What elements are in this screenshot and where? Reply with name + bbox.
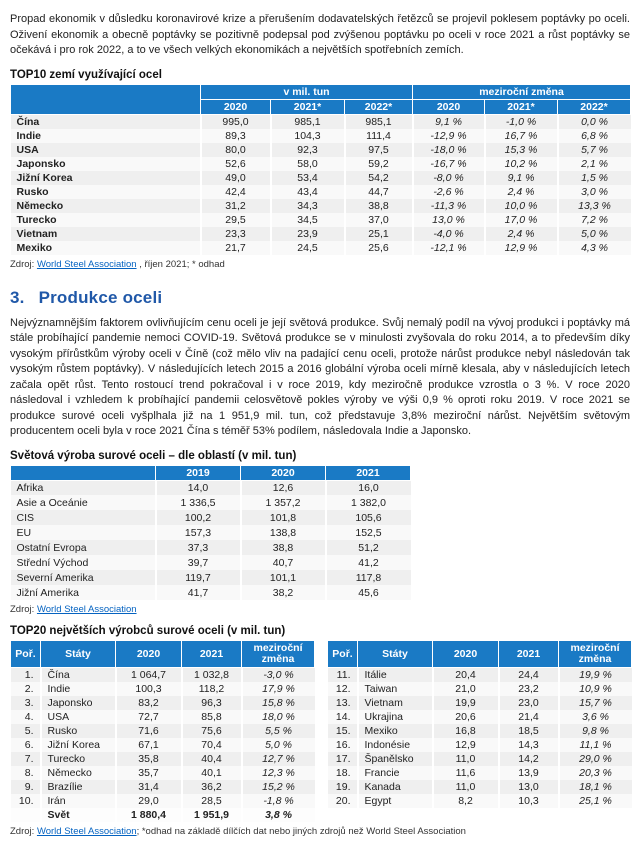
country-cell: Indie [16,129,42,142]
region-cell: Jižní Amerika [16,586,79,599]
table-row [328,752,632,766]
value-cell: 42,4 [201,185,271,199]
value-cell: 38,8 [241,540,326,555]
value-cell: 23,3 [201,227,271,241]
region-cell: Severní Amerika [16,571,94,584]
change-cell: 18,1 % [559,780,632,794]
country-cell: Německo [41,766,116,780]
change-cell: 18,0 % [242,710,315,724]
top10-col-chg-2021: 2021* [485,99,558,114]
change-cell: 12,3 % [242,766,315,780]
source-note: ; *odhad na základě dílčích dat nebo jiných zdrojů než World Steel Association [136,826,466,837]
change-cell: 17,9 % [242,682,315,696]
value-cell: 35,7 [116,766,182,780]
change-cell: 3,0 % [558,185,631,199]
value-cell: 985,1 [271,114,345,129]
top20-left-col-rank: Poř. [11,641,41,668]
country-cell: Čína [16,115,40,128]
region-cell: Střední Východ [16,556,89,569]
value-cell: 100,3 [116,682,182,696]
change-cell: -2,6 % [413,185,485,199]
top10-corner-cell [11,84,201,114]
change-cell: 2,1 % [558,157,631,171]
value-cell: 38,8 [345,199,413,213]
top20-right-col-change: meziroční změna [559,641,632,668]
change-cell: -3,0 % [242,668,315,683]
table-row [11,227,631,241]
section-number: 3. [10,287,25,307]
country-cell: Kanada [358,780,433,794]
value-cell: 70,4 [182,738,242,752]
table-row [328,766,632,780]
table-row [11,540,411,555]
table-row [11,555,411,570]
table-row [328,668,632,683]
change-cell: 3,6 % [559,710,632,724]
table-row [11,710,315,724]
value-cell: 43,4 [271,185,345,199]
table-row [11,241,631,255]
table-row [11,780,315,794]
rank-cell: 16. [335,739,351,751]
intro-paragraph: Propad ekonomik v důsledku koronavirové krize a přerušením dodavatelských řetězců se projevil poklesem poptávky po oceli. Oživení ekonomik a obecně poptávky se pozitivně podepsal pod zvýšenou poptávku po oceli v roce 2021 a růst poptávky se očekává i pro rok 2022, a to ve všech velkých ekonomikách a největších spotřebních zemích. [10,13,630,56]
change-cell: 7,2 % [558,213,631,227]
top20-left-col-2020: 2020 [116,641,182,668]
country-cell: Brazílie [41,780,116,794]
change-cell: -16,7 % [413,157,485,171]
value-cell: 23,2 [499,682,559,696]
change-cell: 19,9 % [559,668,632,683]
value-cell: 51,2 [326,540,411,555]
country-cell: Francie [358,766,433,780]
value-cell: 14,3 [499,738,559,752]
value-cell: 80,0 [201,143,271,157]
country-cell: Mexiko [358,724,433,738]
value-cell: 8,2 [433,794,499,808]
value-cell: 49,0 [201,171,271,185]
top10-col-2021: 2021* [271,99,345,114]
rank-cell: 5. [24,725,34,737]
table-row [11,724,315,738]
value-cell: 995,0 [201,114,271,129]
value-cell: 34,3 [271,199,345,213]
table-row [11,570,411,585]
country-cell: Vietnam [358,696,433,710]
country-cell: USA [16,143,39,156]
production-paragraph: Nejvýznamnějším faktorem ovlivňujícím cenu oceli je její světová produkce. Svůj nemalý podíl na vývoj produkci i poptávky má stále probíhající pandemie nemoci COVID-19. Světová produkce se v minulosti zvyšovala do roku 2014, a to především díky vysokým přírůstkům výroby oceli v Číně (což mělo vliv na padající cenu oceli, protože nárůst produkce nebyl následován tak vysokým růstem poptávky). V následujících letech 2015 a 2016 globální výroba oceli mírně klesala, aby v následujících letech začala opět růst. Tento rostoucí trend pokračoval i v roce 2019, kdy meziročně produkce vzrostla o 3 %. V roce 2020 následoval i vzhledem k probíhající pandemii celosvětově pokles výroby ve výši 0,9 % oproti roku 2019. V roce 2021 se produkce surové oceli vyšplhala již na 1 951,9 mil. tun, což představuje 3,8% meziroční nárůst. Největším světovým producentem oceli byla v roce 2021 Čína s téměř 53% podílem, následovala Indie a Japonsko. [10,316,630,437]
value-cell: 44,7 [345,185,413,199]
value-cell: 85,8 [182,710,242,724]
change-cell: 2,4 % [485,185,558,199]
table-row [328,794,632,808]
change-cell: 9,8 % [559,724,632,738]
table-row [11,213,631,227]
change-cell: -12,9 % [413,129,485,143]
rank-cell: 3. [24,697,34,709]
change-cell: -11,3 % [413,199,485,213]
value-cell: 1 382,0 [326,495,411,510]
country-cell: Německo [16,199,64,212]
change-cell: 13,0 % [413,213,485,227]
top20-right-col-country: Státy [358,641,433,668]
country-cell: Japonsko [16,157,66,170]
value-cell: 40,4 [182,752,242,766]
table-row [11,185,631,199]
region-cell: Afrika [16,481,44,494]
country-cell: Japonsko [41,696,116,710]
value-cell: 29,5 [201,213,271,227]
rank-cell: 13. [335,697,351,709]
value-cell: 1 064,7 [116,668,182,683]
top10-group-header-change: meziroční změna [413,84,631,99]
table-row [11,510,411,525]
change-cell: 4,3 % [558,241,631,255]
country-cell: Čína [41,668,116,683]
wsa-link-2[interactable]: World Steel Association [36,604,137,615]
value-cell: 75,6 [182,724,242,738]
value-cell: 54,2 [345,171,413,185]
value-cell: 11,6 [433,766,499,780]
top20-table-right [327,640,632,808]
table-row [328,724,632,738]
value-cell: 18,5 [499,724,559,738]
country-cell: Španělsko [358,752,433,766]
country-cell: Svět [41,808,116,822]
value-cell: 45,6 [326,585,411,600]
value-cell: 20,6 [433,710,499,724]
value-cell: 11,0 [433,752,499,766]
value-cell: 36,2 [182,780,242,794]
change-cell: 2,4 % [485,227,558,241]
country-cell: Rusko [16,185,49,198]
country-cell: Turecko [41,752,116,766]
rank-cell: 14. [335,711,351,723]
value-cell: 21,4 [499,710,559,724]
regions-corner-cell [11,465,156,480]
country-cell: Irán [41,794,116,808]
change-cell: 11,1 % [559,738,632,752]
value-cell: 138,8 [241,525,326,540]
rank-cell: 2. [24,683,34,695]
change-cell: 10,2 % [485,157,558,171]
table-row [11,171,631,185]
value-cell: 101,1 [241,570,326,585]
table-row [11,682,315,696]
value-cell: 119,7 [156,570,241,585]
change-cell: 10,9 % [559,682,632,696]
table-row [11,766,315,780]
value-cell: 13,0 [499,780,559,794]
value-cell: 29,0 [116,794,182,808]
value-cell: 39,7 [156,555,241,570]
country-cell: Ukrajina [358,710,433,724]
section-heading-produkce-oceli [10,288,630,308]
top20-table-left [10,640,315,822]
country-cell: Indie [41,682,116,696]
rank-cell: 11. [336,669,351,681]
country-cell: Taiwan [358,682,433,696]
top10-table [10,84,631,255]
value-cell: 1 032,8 [182,668,242,683]
value-cell: 59,2 [345,157,413,171]
change-cell: 5,7 % [558,143,631,157]
table-row [11,129,631,143]
top20-source [10,826,630,837]
value-cell: 10,3 [499,794,559,808]
change-cell: 1,5 % [558,171,631,185]
top10-col-chg-2022: 2022* [558,99,631,114]
change-cell: 9,1 % [413,114,485,129]
table-row [328,738,632,752]
value-cell: 38,2 [241,585,326,600]
regions-col-2019: 2019 [156,465,241,480]
value-cell: 13,9 [499,766,559,780]
value-cell: 111,4 [345,129,413,143]
value-cell: 23,9 [271,227,345,241]
change-cell: 13,3 % [558,199,631,213]
rank-cell [11,808,41,822]
value-cell: 152,5 [326,525,411,540]
table-row [11,525,411,540]
value-cell: 83,2 [116,696,182,710]
table-row [11,143,631,157]
value-cell: 35,8 [116,752,182,766]
table-row [328,710,632,724]
rank-cell: 1. [24,669,34,681]
top10-table-title: TOP10 zemí využívající ocel [10,68,162,81]
value-cell: 31,2 [201,199,271,213]
rank-cell: 20. [335,795,351,807]
rank-cell: 19. [335,781,351,793]
country-cell: Egypt [358,794,433,808]
wsa-link-1[interactable]: World Steel Association [36,258,137,270]
value-cell: 25,1 [345,227,413,241]
rank-cell: 4. [24,711,34,723]
change-cell: 25,1 % [559,794,632,808]
top20-right-col-2021: 2021 [499,641,559,668]
change-cell: -12,1 % [413,241,485,255]
change-cell: 20,3 % [559,766,632,780]
value-cell: 52,6 [201,157,271,171]
value-cell: 1 880,4 [116,808,182,822]
source-note: , říjen 2021; * odhad [136,258,225,270]
value-cell: 11,0 [433,780,499,794]
change-cell: 10,0 % [485,199,558,213]
value-cell: 72,7 [116,710,182,724]
value-cell: 71,6 [116,724,182,738]
country-cell: Itálie [358,668,433,683]
value-cell: 1 357,2 [241,495,326,510]
change-cell: 15,3 % [485,143,558,157]
rank-cell: 12. [335,683,351,695]
regions-table-title: Světová výroba surové oceli – dle oblastí (v mil. tun) [10,449,297,462]
table-row [328,682,632,696]
wsa-link-3[interactable]: World Steel Association [36,826,137,837]
value-cell: 21,7 [201,241,271,255]
value-cell: 25,6 [345,241,413,255]
rank-cell: 6. [24,739,34,751]
table-row [11,495,411,510]
value-cell: 20,4 [433,668,499,683]
top10-col-2020: 2020 [201,99,271,114]
change-cell: -18,0 % [413,143,485,157]
change-cell: 17,0 % [485,213,558,227]
value-cell: 67,1 [116,738,182,752]
value-cell: 92,3 [271,143,345,157]
change-cell: 0,0 % [558,114,631,129]
table-row [328,780,632,794]
rank-cell: 9. [24,781,34,793]
value-cell: 40,7 [241,555,326,570]
top20-left-col-country: Státy [41,641,116,668]
table-row [11,668,315,683]
value-cell: 16,8 [433,724,499,738]
top20-table-title: TOP20 největších výrobců surové oceli (v mil. tun) [10,625,286,637]
rank-cell: 18. [335,767,351,779]
value-cell: 37,3 [156,540,241,555]
value-cell: 118,2 [182,682,242,696]
top10-group-header-volume: v mil. tun [201,84,413,99]
top10-col-2022: 2022* [345,99,413,114]
change-cell: -8,0 % [413,171,485,185]
rank-cell: 7. [24,753,34,765]
country-cell: Turecko [16,213,57,226]
table-row [11,696,315,710]
value-cell: 41,2 [326,555,411,570]
rank-cell: 10. [18,795,34,807]
value-cell: 14,0 [156,480,241,495]
top20-table [10,640,630,822]
top20-right-col-2020: 2020 [433,641,499,668]
value-cell: 21,0 [433,682,499,696]
top10-col-chg-2020: 2020 [413,99,485,114]
value-cell: 14,2 [499,752,559,766]
table-row [11,199,631,213]
change-cell: 15,8 % [242,696,315,710]
rank-cell: 8. [24,767,34,779]
table-row [11,157,631,171]
change-cell: 15,7 % [559,696,632,710]
top20-left-col-2021: 2021 [182,641,242,668]
regions-source [10,604,630,615]
change-cell: -1,8 % [242,794,315,808]
value-cell: 23,0 [499,696,559,710]
region-cell: Asie a Oceánie [16,496,88,509]
value-cell: 37,0 [345,213,413,227]
value-cell: 40,1 [182,766,242,780]
rank-cell: 15. [335,725,351,737]
rank-cell: 17. [335,753,351,765]
change-cell: 5,5 % [242,724,315,738]
value-cell: 53,4 [271,171,345,185]
value-cell: 34,5 [271,213,345,227]
value-cell: 24,5 [271,241,345,255]
country-cell: Vietnam [16,227,58,240]
top10-source [10,259,630,270]
region-cell: Ostatní Evropa [16,541,87,554]
change-cell: 6,8 % [558,129,631,143]
change-cell: 15,2 % [242,780,315,794]
value-cell: 1 951,9 [182,808,242,822]
change-cell: 5,0 % [558,227,631,241]
value-cell: 104,3 [271,129,345,143]
country-cell: Jižní Korea [41,738,116,752]
table-row [11,738,315,752]
regions-table [10,465,411,601]
source-label: Zdroj: [10,258,37,270]
value-cell: 24,4 [499,668,559,683]
change-cell: 12,9 % [485,241,558,255]
country-cell: Indonésie [358,738,433,752]
region-cell: EU [16,526,32,539]
regions-col-2020: 2020 [241,465,326,480]
change-cell: 3,8 % [242,808,315,822]
value-cell: 89,3 [201,129,271,143]
change-cell: 16,7 % [485,129,558,143]
country-cell: Jižní Korea [16,171,73,184]
change-cell: -4,0 % [413,227,485,241]
value-cell: 100,2 [156,510,241,525]
table-row [11,808,315,822]
value-cell: 41,7 [156,585,241,600]
top20-left-col-change: meziroční změna [242,641,315,668]
table-row [11,480,411,495]
country-cell: Rusko [41,724,116,738]
table-row [11,794,315,808]
source-label: Zdroj: [10,604,37,615]
country-cell: USA [41,710,116,724]
top20-right-col-rank: Poř. [328,641,358,668]
value-cell: 117,8 [326,570,411,585]
value-cell: 1 336,5 [156,495,241,510]
value-cell: 97,5 [345,143,413,157]
value-cell: 58,0 [271,157,345,171]
value-cell: 105,6 [326,510,411,525]
value-cell: 157,3 [156,525,241,540]
value-cell: 28,5 [182,794,242,808]
value-cell: 31,4 [116,780,182,794]
region-cell: CIS [16,511,35,524]
section-title: Produkce oceli [38,287,163,307]
table-row [11,585,411,600]
country-cell: Mexiko [16,241,53,254]
table-row [11,114,631,129]
change-cell: 29,0 % [559,752,632,766]
value-cell: 19,9 [433,696,499,710]
table-row [11,752,315,766]
value-cell: 12,6 [241,480,326,495]
value-cell: 16,0 [326,480,411,495]
source-label: Zdroj: [10,826,37,837]
value-cell: 985,1 [345,114,413,129]
value-cell: 96,3 [182,696,242,710]
value-cell: 12,9 [433,738,499,752]
change-cell: -1,0 % [485,114,558,129]
change-cell: 12,7 % [242,752,315,766]
value-cell: 101,8 [241,510,326,525]
table-row [328,696,632,710]
change-cell: 5,0 % [242,738,315,752]
change-cell: 9,1 % [485,171,558,185]
regions-col-2021: 2021 [326,465,411,480]
